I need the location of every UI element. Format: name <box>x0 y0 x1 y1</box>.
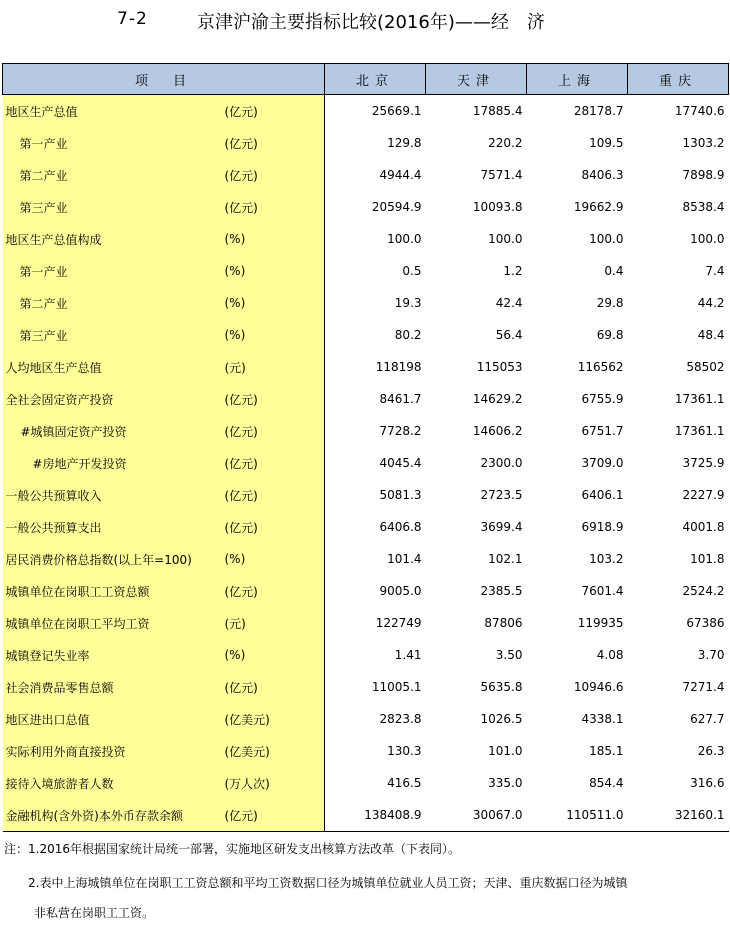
table-title: 京津沪渝主要指标比较(2016年)——经 济 <box>197 12 545 33</box>
row-value: 67386 <box>686 616 725 630</box>
row-label: 第一产业 <box>3 127 225 159</box>
row-value: 7728.2 <box>379 424 422 438</box>
row-label: 一般公共预算支出 <box>3 511 225 543</box>
row-value: 4.08 <box>596 648 624 662</box>
row-value: 100.0 <box>488 232 523 246</box>
row-unit: (%) <box>225 639 325 671</box>
header-chongqing: 重庆 <box>628 64 729 95</box>
row-value: 100.0 <box>589 232 624 246</box>
row-value: 3709.0 <box>581 456 624 470</box>
row-value: 4338.1 <box>581 712 624 726</box>
row-value: 7898.9 <box>682 168 725 182</box>
table-row <box>3 223 729 255</box>
row-value: 119935 <box>577 616 624 630</box>
row-unit: (亿元) <box>225 447 325 479</box>
table-row <box>3 703 729 735</box>
table-row <box>3 191 729 223</box>
row-value: 9005.0 <box>379 584 422 598</box>
table-row <box>3 415 729 447</box>
row-value: 854.4 <box>589 776 624 790</box>
row-value: 48.4 <box>697 328 725 342</box>
row-value: 56.4 <box>495 328 523 342</box>
row-label: #房地产开发投资 <box>3 447 225 479</box>
row-value: 6918.9 <box>581 520 624 534</box>
row-value: 118198 <box>375 360 422 374</box>
row-label: 第三产业 <box>3 191 225 223</box>
row-label: 第一产业 <box>3 255 225 287</box>
row-unit: (亿美元) <box>225 703 325 735</box>
row-value: 0.4 <box>604 264 624 278</box>
table-row <box>3 255 729 287</box>
row-unit: (元) <box>225 351 325 383</box>
row-value: 3725.9 <box>682 456 725 470</box>
row-label: 实际利用外商直接投资 <box>3 735 225 767</box>
row-value: 7.4 <box>705 264 725 278</box>
row-value: 10093.8 <box>472 200 523 214</box>
row-label: 人均地区生产总值 <box>3 351 225 383</box>
row-value: 32160.1 <box>628 799 729 832</box>
row-unit: (亿元) <box>225 511 325 543</box>
row-value: 6751.7 <box>581 424 624 438</box>
row-unit: (亿元) <box>225 415 325 447</box>
row-value: 17885.4 <box>472 104 523 118</box>
table-row <box>3 511 729 543</box>
footnote-1: 注：1.2016年根据国家统计局统一部署，实施地区研发支出核算方法改革（下表同）。 <box>4 842 460 856</box>
table-row <box>3 767 729 799</box>
row-value: 69.8 <box>596 328 624 342</box>
row-unit: (亿元) <box>225 159 325 191</box>
row-value: 101.0 <box>488 744 523 758</box>
row-unit: (亿元) <box>225 479 325 511</box>
row-unit: (%) <box>225 543 325 575</box>
table-row <box>3 319 729 351</box>
row-value: 138408.9 <box>325 799 426 832</box>
row-value: 14629.2 <box>472 392 523 406</box>
row-value: 3.70 <box>697 648 725 662</box>
row-unit: (亿元) <box>225 127 325 159</box>
row-label: 接待入境旅游者人数 <box>3 767 225 799</box>
table-number: 7-2 <box>117 9 148 29</box>
row-value: 11005.1 <box>371 680 422 694</box>
table-row <box>3 447 729 479</box>
row-value: 0.5 <box>402 264 422 278</box>
row-unit: (%) <box>225 255 325 287</box>
row-label: 第二产业 <box>3 287 225 319</box>
row-value: 7271.4 <box>682 680 725 694</box>
table-row <box>3 287 729 319</box>
row-value: 30067.0 <box>426 799 527 832</box>
table-row <box>3 543 729 575</box>
row-label: #城镇固定资产投资 <box>3 415 225 447</box>
header-shanghai: 上海 <box>527 64 628 95</box>
row-unit: (%) <box>225 319 325 351</box>
footnote-2: 2.表中上海城镇单位在岗职工工资总额和平均工资数据口径为城镇单位就业人员工资；天津、重庆数据口径为城镇 <box>28 876 628 890</box>
row-unit: (亿元) <box>225 799 325 832</box>
row-value: 101.4 <box>387 552 422 566</box>
row-value: 2823.8 <box>379 712 422 726</box>
row-value: 2227.9 <box>682 488 725 502</box>
row-value: 2300.0 <box>480 456 523 470</box>
row-value: 20594.9 <box>371 200 422 214</box>
row-value: 185.1 <box>589 744 624 758</box>
row-value: 335.0 <box>488 776 523 790</box>
table-row <box>3 671 729 703</box>
table-header-row <box>3 64 729 95</box>
header-beijing: 北京 <box>325 64 426 95</box>
page-title <box>0 0 730 40</box>
row-value: 1.2 <box>503 264 523 278</box>
row-value: 28178.7 <box>573 104 624 118</box>
row-value: 4944.4 <box>379 168 422 182</box>
row-value: 4045.4 <box>379 456 422 470</box>
indicator-table <box>2 63 729 832</box>
row-value: 8538.4 <box>682 200 725 214</box>
row-value: 25669.1 <box>371 104 422 118</box>
row-value: 1.41 <box>394 648 422 662</box>
row-value: 416.5 <box>387 776 422 790</box>
row-value: 19662.9 <box>573 200 624 214</box>
row-value: 29.8 <box>596 296 624 310</box>
row-value: 7571.4 <box>480 168 523 182</box>
row-label: 地区进出口总值 <box>3 703 225 735</box>
row-value: 10946.6 <box>573 680 624 694</box>
row-label: 城镇单位在岗职工工资总额 <box>3 575 225 607</box>
row-value: 80.2 <box>394 328 422 342</box>
table-row <box>3 799 729 832</box>
row-value: 17361.1 <box>674 392 725 406</box>
table-row <box>3 383 729 415</box>
row-value: 2524.2 <box>682 584 725 598</box>
table-row <box>3 95 729 128</box>
row-label: 城镇单位在岗职工平均工资 <box>3 607 225 639</box>
row-value: 100.0 <box>690 232 725 246</box>
table-body <box>3 95 729 832</box>
row-value: 122749 <box>375 616 422 630</box>
row-value: 110511.0 <box>527 799 628 832</box>
row-value: 5081.3 <box>379 488 422 502</box>
table-row <box>3 735 729 767</box>
row-unit: (亿元) <box>225 575 325 607</box>
row-label: 全社会固定资产投资 <box>3 383 225 415</box>
row-value: 6406.8 <box>379 520 422 534</box>
row-value: 103.2 <box>589 552 624 566</box>
row-value: 58502 <box>686 360 725 374</box>
row-value: 102.1 <box>488 552 523 566</box>
row-value: 116562 <box>577 360 624 374</box>
row-value: 1303.2 <box>682 136 725 150</box>
row-value: 44.2 <box>697 296 725 310</box>
row-label: 城镇登记失业率 <box>3 639 225 671</box>
row-value: 316.6 <box>690 776 725 790</box>
table-row <box>3 127 729 159</box>
header-item: 项 目 <box>3 64 325 95</box>
row-value: 7601.4 <box>581 584 624 598</box>
row-value: 87806 <box>484 616 523 630</box>
row-value: 3699.4 <box>480 520 523 534</box>
table-row <box>3 639 729 671</box>
row-unit: (亿元) <box>225 95 325 128</box>
row-value: 6406.1 <box>581 488 624 502</box>
row-value: 8461.7 <box>379 392 422 406</box>
table-row <box>3 479 729 511</box>
row-label: 第二产业 <box>3 159 225 191</box>
row-value: 129.8 <box>387 136 422 150</box>
row-label: 金融机构(含外资)本外币存款余额 <box>3 799 225 832</box>
row-unit: (亿元) <box>225 671 325 703</box>
header-tianjin: 天津 <box>426 64 527 95</box>
row-unit: (亿元) <box>225 191 325 223</box>
row-value: 627.7 <box>690 712 725 726</box>
row-value: 100.0 <box>387 232 422 246</box>
footnote-3: 非私营在岗职工工资。 <box>34 906 155 920</box>
row-label: 居民消费价格总指数(以上年=100) <box>3 543 225 575</box>
row-value: 17361.1 <box>674 424 725 438</box>
row-unit: (亿美元) <box>225 735 325 767</box>
row-unit: (%) <box>225 287 325 319</box>
table-row <box>3 575 729 607</box>
row-value: 3.50 <box>495 648 523 662</box>
row-value: 26.3 <box>697 744 725 758</box>
row-label: 地区生产总值 <box>3 95 225 128</box>
row-value: 6755.9 <box>581 392 624 406</box>
row-unit: (元) <box>225 607 325 639</box>
row-value: 2385.5 <box>480 584 523 598</box>
row-value: 8406.3 <box>581 168 624 182</box>
row-value: 42.4 <box>495 296 523 310</box>
row-unit: (万人次) <box>225 767 325 799</box>
row-label: 地区生产总值构成 <box>3 223 225 255</box>
row-value: 1026.5 <box>480 712 523 726</box>
row-value: 19.3 <box>394 296 422 310</box>
row-value: 115053 <box>476 360 523 374</box>
row-label: 社会消费品零售总额 <box>3 671 225 703</box>
row-value: 130.3 <box>387 744 422 758</box>
row-value: 14606.2 <box>472 424 523 438</box>
row-value: 220.2 <box>488 136 523 150</box>
table-row <box>3 351 729 383</box>
row-value: 4001.8 <box>682 520 725 534</box>
row-unit: (亿元) <box>225 383 325 415</box>
row-value: 5635.8 <box>480 680 523 694</box>
row-value: 17740.6 <box>674 104 725 118</box>
table-row <box>3 607 729 639</box>
row-label: 第三产业 <box>3 319 225 351</box>
table-row <box>3 159 729 191</box>
row-unit: (%) <box>225 223 325 255</box>
row-value: 101.8 <box>690 552 725 566</box>
row-value: 109.5 <box>589 136 624 150</box>
row-label: 一般公共预算收入 <box>3 479 225 511</box>
row-value: 2723.5 <box>480 488 523 502</box>
